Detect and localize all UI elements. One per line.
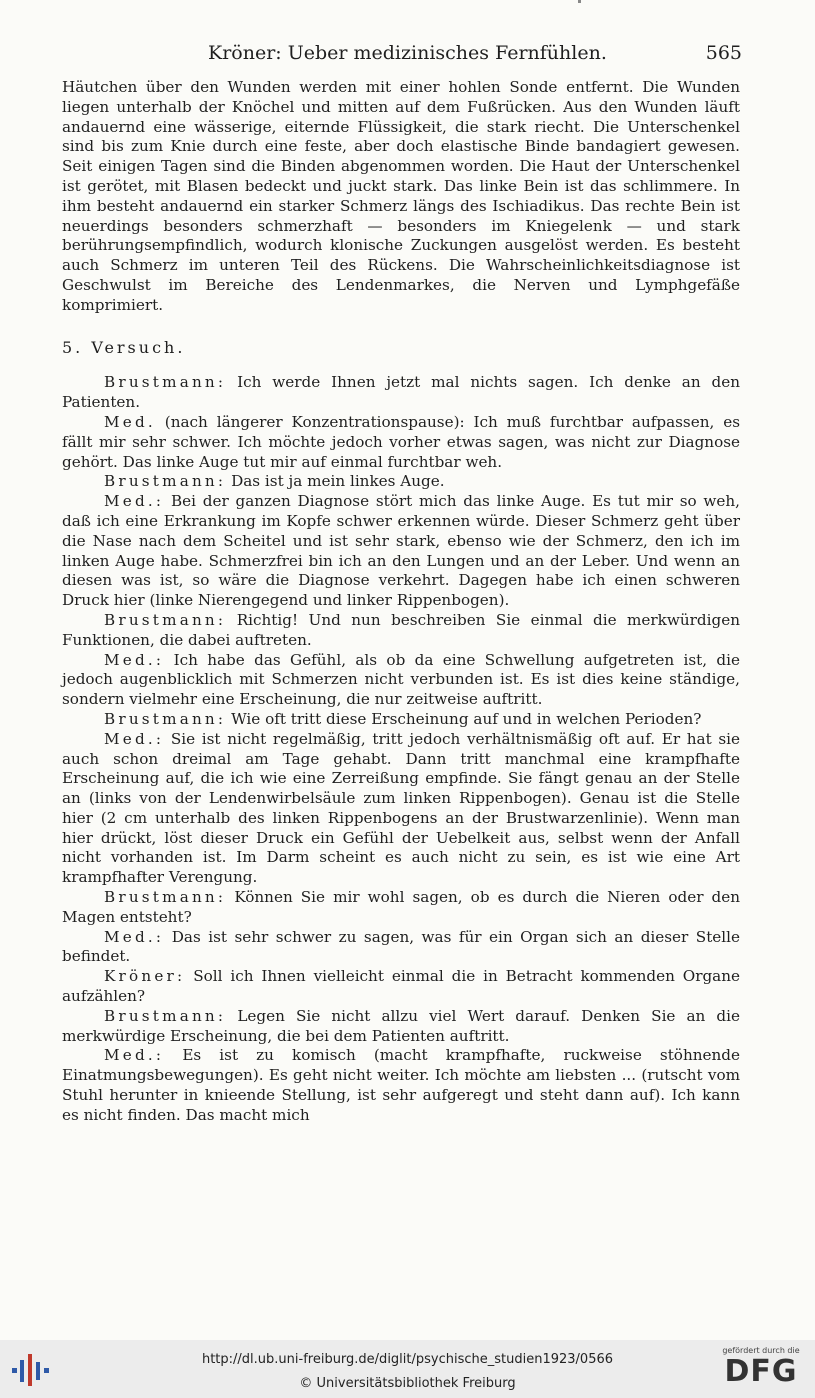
- dialogue-turn: [62, 472, 740, 492]
- utterance: Wie oft tritt diese Erscheinung auf und in welchen Perioden?: [231, 709, 702, 728]
- utterance: Ich werde Ihnen jetzt mal nichts sagen. Ich denke an den Patienten.: [62, 373, 741, 412]
- running-header: [62, 40, 742, 70]
- dfg-wordmark: DFG: [724, 1354, 798, 1389]
- utterance: Können Sie mir wohl sagen, ob es durch die Nieren oder den Magen entsteht?: [62, 888, 741, 926]
- dialogue-turn: [62, 611, 740, 651]
- section-heading: 5. Versuch.: [62, 337, 186, 357]
- speaker: Med.: [104, 412, 156, 431]
- viewer-footer: [0, 1340, 815, 1398]
- dialogue-turn: [62, 1046, 740, 1125]
- copyright-notice: © Universitätsbibliothek Freiburg: [299, 1376, 516, 1391]
- page-number: 565: [705, 42, 742, 64]
- speaker: Med.:: [104, 927, 165, 946]
- funding-caption: gefördert durch die: [722, 1346, 800, 1355]
- utterance: Richtig! Und nun beschreiben Sie einmal die merkwürdigen Funktionen, die dabei auftreten.: [62, 610, 740, 649]
- dfg-logo: [715, 1346, 807, 1394]
- speaker: Med.:: [104, 492, 165, 511]
- speaker: Med.:: [104, 729, 165, 748]
- dialogue-turn: [62, 730, 740, 888]
- speaker: Kröner:: [104, 967, 186, 986]
- utterance: Das ist ja mein linkes Auge.: [231, 472, 445, 491]
- dialogue-turn: [62, 492, 740, 611]
- speaker: Brustmann:: [104, 888, 227, 907]
- page-body: [62, 78, 740, 1126]
- dialogue-turn: [62, 710, 740, 730]
- speaker: Brustmann:: [104, 1006, 227, 1025]
- utterance: Soll ich Ihnen vielleicht einmal die in Betracht kommenden Organe aufzählen?: [62, 967, 740, 1006]
- utterance: Bei der ganzen Diagnose stört mich das linke Auge. Es tut mir so weh, daß ich eine Erkrankung im Kopfe schwer erkennen würde. Dieser Schmerz geht über die Nase nach dem Scheitel und ist sehr stark, ebenso wie der Schmerz, den ich im linken Auge habe. Schmerzfrei bin ich an den Lungen und an der Leber. Und wenn an diesen was ist, so wäre die Diagnose verkehrt. Dagegen habe ich einen schweren Druck hier (linke Nierengegend und linker Rippenbogen).: [62, 492, 741, 610]
- dialogue-turn: [62, 651, 740, 710]
- utterance: Sie ist nicht regelmäßig, tritt jedoch verhältnismäßig oft auf. Er hat sie auch schon dreimal am Tage gehabt. Dann tritt manchmal eine krampfhafte Erscheinung auf, die ich wie eine Zerreißung empfinde. Sie fängt genau an der Stelle an (links von der Lendenwirbelsäule zum linken Rippenbogen). Genau ist die Stelle hier (2 cm unterhalb des linken Rippenbogens an der Brustwarzenlinie). Wenn man hier drückt, löst dieser Druck ein Gefühl der Uebelkeit aus, selbst wenn der Anfall nicht vorhanden ist. Im Darm scheint es auch nicht zu sein, es ist wie eine Art krampfhafter Verengung.: [62, 729, 740, 887]
- dialogue-turn: [62, 888, 740, 928]
- dialogue-turn: [62, 1007, 740, 1047]
- utterance: (nach längerer Konzentrationspause): Ich muß furchtbar aufpassen, es fällt mir sehr schwer. Ich möchte jedoch vorher etwas sagen, was nicht zur Diagnose gehört. Das linke Auge tut mir auf einmal furchtbar weh.: [62, 412, 740, 471]
- utterance: Es ist zu komisch (macht krampfhafte, ruckweise stöhnende Einatmungsbewegungen). Es geht nicht weiter. Ich möchte am liebsten ... (rutscht vom Stuhl herunter in knieende Stellung, ist sehr aufgeregt und steht dann auf). Ich kann es nicht finden. Das macht mich: [62, 1046, 740, 1124]
- dialogue-turn: [62, 413, 740, 472]
- dialogue-turn: [62, 928, 740, 968]
- dialogue-turn: [62, 967, 740, 1007]
- paragraph: Häutchen über den Wunden werden mit einer hohlen Sonde entfernt. Die Wunden liegen unterhalb der Knöchel und mitten auf dem Fußrücken. Aus den Wunden läuft andauernd eine wässerige, eiternde Flüssigkeit, die stark riecht. Die Unterschenkel sind bis zum Knie durch eine feste, aber doch elastische Binde bandagiert gewesen. Seit einigen Tagen sind die Binden abgenommen worden. Die Haut der Unterschenkel ist gerötet, mit Blasen bedeckt und juckt stark. Das linke Bein ist das schlimmere. In ihm besteht andauernd ein starker Schmerz längs des Ischiadikus. Das rechte Bein ist neuerdings besonders schmerzhaft — besonders im Kniegelenk — und stark berührungsempfindlich, wodurch klonische Zuckungen ausgelöst werden. Es besteht auch Schmerz im unteren Teil des Rückens. Die Wahrscheinlichkeitsdiagnose ist Geschwulst im Bereiche des Lendenmarkes, die Nerven und Lymphgefäße komprimiert.: [62, 78, 740, 314]
- utterance: Das ist sehr schwer zu sagen, was für ein Organ sich an dieser Stelle befindet.: [62, 927, 740, 966]
- speaker: Brustmann:: [104, 610, 227, 629]
- utterance: Ich habe das Gefühl, als ob da eine Schwellung aufgetreten ist, die jedoch augenblicklich mit Schmerzen nicht verbunden ist. Es ist dies keine ständige, sondern vielmehr eine Erscheinung, die nur zeitweise auftritt.: [62, 650, 741, 709]
- scan-speck: [578, 0, 581, 3]
- running-title: Kröner: Ueber medizinisches Fernfühlen.: [208, 42, 607, 64]
- utterance: Legen Sie nicht allzu viel Wert darauf. Denken Sie an die merkwürdige Erscheinung, die bei dem Patienten auftritt.: [62, 1006, 740, 1045]
- source-url-link[interactable]: http://dl.ub.uni-freiburg.de/diglit/psychische_studien1923/0566: [201, 1352, 614, 1367]
- speaker: Brustmann:: [104, 373, 227, 392]
- speaker: Med.:: [104, 1046, 165, 1065]
- speaker: Brustmann:: [104, 709, 227, 728]
- dialogue-turn: [62, 373, 740, 413]
- speaker: Med.:: [104, 650, 165, 669]
- speaker: Brustmann:: [104, 472, 227, 491]
